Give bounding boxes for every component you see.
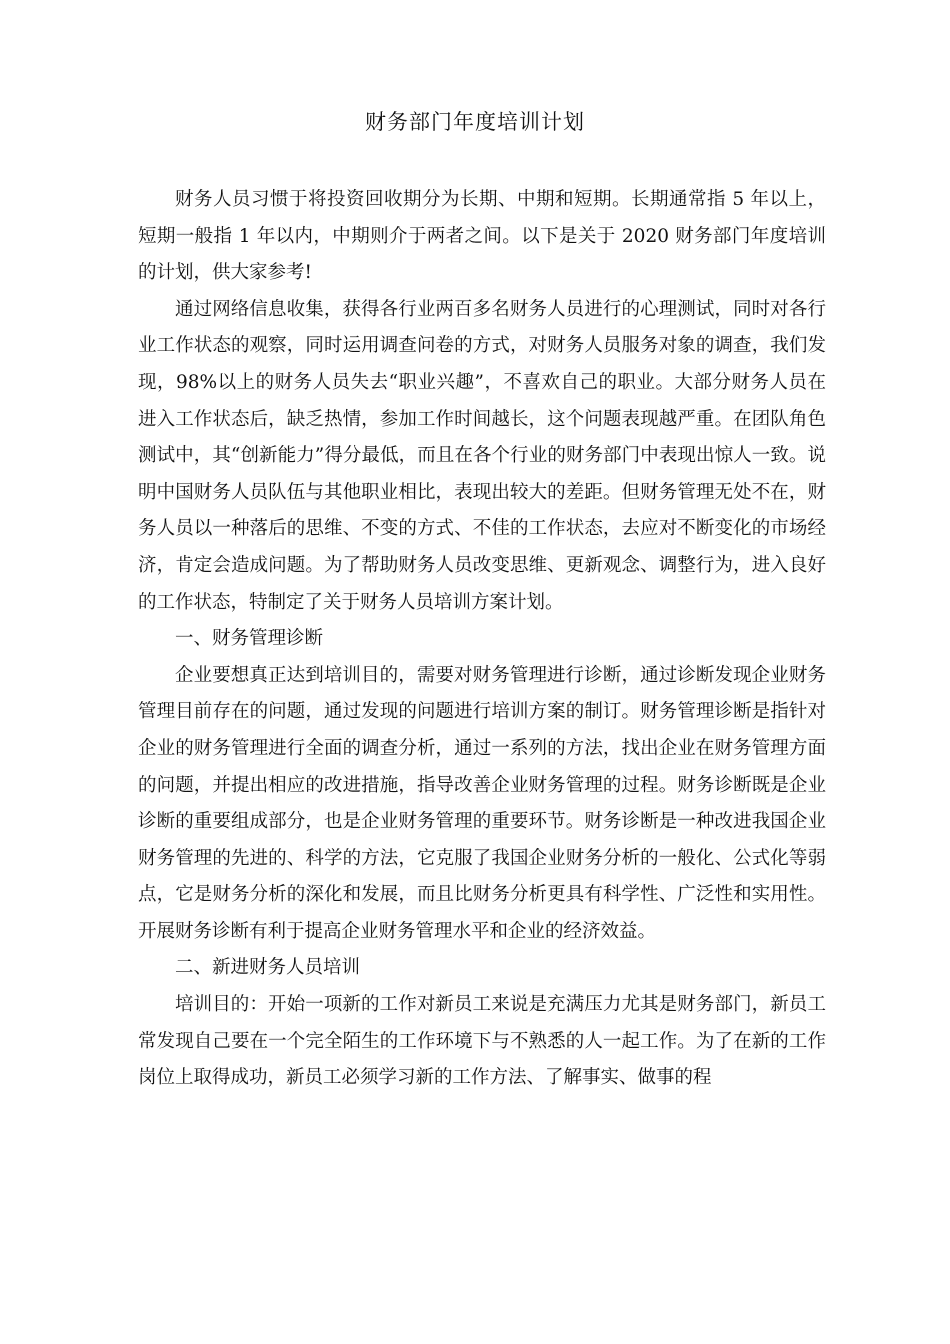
background-paragraph: 通过网络信息收集，获得各行业两百多名财务人员进行的心理测试，同时对各行业工作状态的观察，同时运用调查问卷的方式，对财务人员服务对象的调查，我们发现，98%以上的财务人员失去“职业兴趣”，不喜欢自己的职业。大部分财务人员在进入工作状态后，缺乏热情，参加工作时间越长，这个问题表现越严重。在团队角色测试中，其“创新能力”得分最低，而且在各个行业的财务部门中表现出惊人一致。说明中国财务人员队伍与其他职业相比，表现出较大的差距。但财务管理无处不在，财务人员以一种落后的思维、不变的方式、不佳的工作状态，去应对不断变化的市场经济，肯定会造成问题。为了帮助财务人员改变思维、更新观念、调整行为，进入良好的工作状态，特制定了关于财务人员培训方案计划。 — [138, 298, 826, 613]
intro-paragraph: 财务人员习惯于将投资回收期分为长期、中期和短期。长期通常指 5 年以上，短期一般指 1 年以内，中期则介于两者之间。以下是关于 2020 财务部门年度培训的计划，供大家参考! — [138, 189, 826, 284]
document-title: 财务部门年度培训计划 — [365, 110, 585, 134]
document-body — [138, 182, 826, 1097]
section-paragraph-new-staff: 培训目的：开始一项新的工作对新员工来说是充满压力尤其是财务部门，新员工常发现自己要在一个完全陌生的工作环境下与不熟悉的人一起工作。为了在新的工作岗位上取得成功，新员工必须学习新的工作方法、了解事实、做事的程 — [138, 994, 826, 1089]
section-heading-new-staff: 二、新进财务人员培训 — [175, 957, 361, 979]
section-heading-diagnosis: 一、财务管理诊断 — [175, 628, 324, 650]
section-paragraph-diagnosis: 企业要想真正达到培训目的，需要对财务管理进行诊断，通过诊断发现企业财务管理目前存在的问题，通过发现的问题进行培训方案的制订。财务管理诊断是指针对企业的财务管理进行全面的调查分析，通过一系列的方法，找出企业在财务管理方面的问题，并提出相应的改进措施，指导改善企业财务管理的过程。财务诊断既是企业诊断的重要组成部分，也是企业财务管理的重要环节。财务诊断是一种改进我国企业财务管理的先进的、科学的方法，它克服了我国企业财务分析的一般化、公式化等弱点，它是财务分析的深化和发展，而且比财务分析更具有科学性、广泛性和实用性。开展财务诊断有利于提高企业财务管理水平和企业的经济效益。 — [138, 664, 826, 942]
